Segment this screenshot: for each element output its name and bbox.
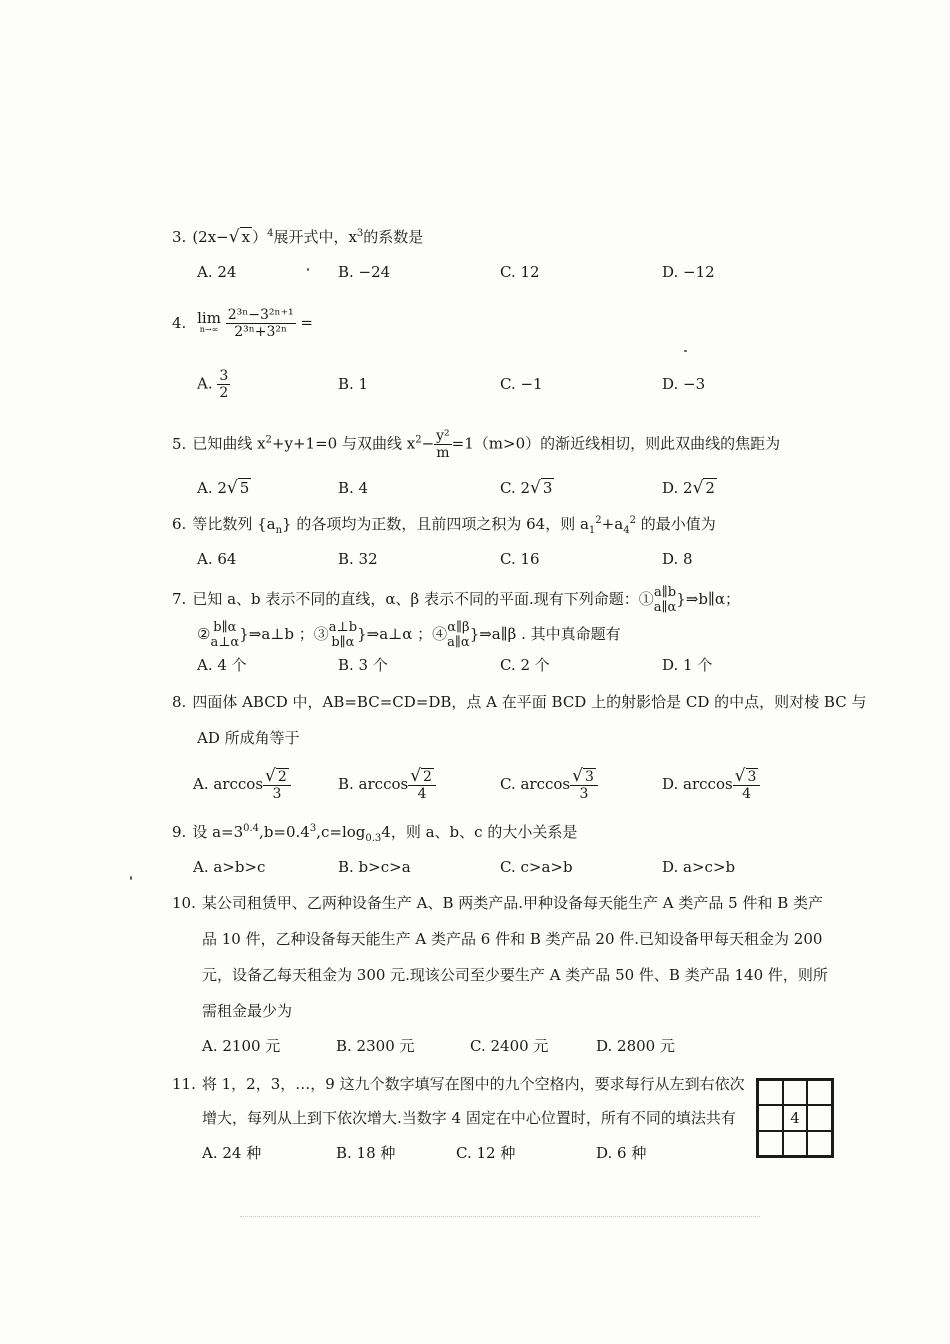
- question-10-line-4: 需租金最少为: [202, 1002, 293, 1020]
- grid-cell: [758, 1105, 783, 1130]
- question-11-line-1: 11. 将 1，2，3，…，9 这九个数字填写在图中的九个空格内，要求每行从左到右依次: [172, 1075, 745, 1093]
- scan-speck: [130, 876, 132, 880]
- q11-option-d: D. 6 种: [596, 1144, 647, 1162]
- question-5: 5. 已知曲线 $x^2+y+1=0$ 与双曲线 $x^2-$ $\frac{\text{y²}}{m}$ =1（m>0）的渐近线相切，则此双曲线的焦距为: [172, 428, 781, 461]
- q3-option-a: A. 24: [197, 263, 237, 281]
- question-8-line-1: 8. 四面体 ABCD 中，AB=BC=CD=DB，点 A 在平面 BCD 上的射影恰是 CD 的中点，则对棱 BC 与: [172, 693, 867, 711]
- q8-option-d: D. arccos $\frac{√ 3}{4}$: [662, 768, 760, 802]
- grid-cell: [783, 1131, 808, 1156]
- q5-option-a: A. 2√ 5: [197, 478, 250, 498]
- q5-option-c: C. 2√ 3: [500, 478, 553, 498]
- q6-option-c: C. 16: [500, 550, 540, 568]
- q11-option-a: A. 24 种: [202, 1144, 262, 1162]
- q6-option-d: D. 8: [662, 550, 693, 568]
- q11-option-c: C. 12 种: [456, 1144, 516, 1162]
- question-7-line-2: ② b∥α a⊥α }⇒a⊥b ；③ a⊥b b∥α }⇒a⊥α ；④ α∥β a∥α }⇒a∥β . 其中真命题有: [197, 620, 621, 650]
- grid-cell: [758, 1131, 783, 1156]
- q9-option-c: C. c>a>b: [500, 858, 573, 876]
- q10-option-b: B. 2300 元: [336, 1037, 415, 1055]
- grid-cell: [758, 1080, 783, 1105]
- q4-option-b: B. 1: [338, 375, 369, 393]
- question-8-line-2: AD 所成角等于: [197, 729, 300, 747]
- q3-option-d: D. −12: [662, 263, 715, 281]
- grid-cell-center: 4: [783, 1105, 808, 1130]
- q5-option-b: B. 4: [338, 479, 369, 497]
- scan-speck: [684, 350, 687, 352]
- q9-option-b: B. b>c>a: [338, 858, 411, 876]
- question-11-line-2: 增大，每列从上到下依次增大.当数字 4 固定在中心位置时，所有不同的填法共有: [202, 1109, 736, 1127]
- q8-option-b: B. arccos $\frac{√ 2}{4}$: [338, 768, 436, 802]
- q6-option-a: A. 64: [197, 550, 237, 568]
- q11-grid: [756, 1078, 834, 1158]
- question-10-line-1: 10. 某公司租赁甲、乙两种设备生产 A、B 两类产品.甲种设备每天能生产 A 类产品 5 件和 B 类产: [172, 894, 824, 912]
- question-4: 4. lim n→∞ $\frac{\text{2³ⁿ−3²ⁿ⁺¹}}{\text{2³ⁿ+3²ⁿ}}$ =: [172, 307, 313, 340]
- question-7-line-1: 7. 已知 a、b 表示不同的直线，α、β 表示不同的平面.现有下列命题：① a∥b a∥α }⇒b∥α；: [172, 585, 741, 615]
- question-10-line-3: 元，设备乙每天租金为 300 元.现该公司至少要生产 A 类产品 50 件、B 类产品 140 件，则所: [202, 966, 828, 984]
- grid-cell: [807, 1080, 832, 1105]
- q4-option-a: A. $\frac{3}{2}$: [197, 368, 229, 401]
- q3-option-b: B. −24: [338, 263, 391, 281]
- question-3: 3. (2x−√ x ）$^4$展开式中，$x^3$的系数是: [172, 227, 424, 247]
- question-6: 6. 等比数列 $\{a_n\}$ 的各项均为正数，且前四项之积为 64，则 $a_1^2+a_4^2$ 的最小值为: [172, 515, 716, 536]
- q10-option-a: A. 2100 元: [202, 1037, 281, 1055]
- q8-option-c: C. arccos $\frac{√ 3}{3}$: [500, 768, 598, 802]
- q5-option-d: D. 2√ 2: [662, 478, 715, 498]
- q9-option-d: D. a>c>b: [662, 858, 736, 876]
- q11-option-b: B. 18 种: [336, 1144, 396, 1162]
- q4-option-c: C. −1: [500, 375, 543, 393]
- grid-cell: [807, 1105, 832, 1130]
- q8-option-a: A. arccos $\frac{√ 2}{3}$: [193, 768, 291, 802]
- q7-option-a: A. 4 个: [197, 656, 247, 674]
- q4-fraction: $\frac{\text{2³ⁿ−3²ⁿ⁺¹}}{\text{2³ⁿ+3²ⁿ}}$: [227, 307, 294, 340]
- q10-option-c: C. 2400 元: [470, 1037, 549, 1055]
- faded-footer: [240, 1216, 760, 1223]
- grid-cell: [807, 1131, 832, 1156]
- q3-option-c: C. 12: [500, 263, 540, 281]
- grid-cell: [783, 1080, 808, 1105]
- q7-option-c: C. 2 个: [500, 656, 550, 674]
- question-10-line-2: 品 10 件，乙种设备每天能生产 A 类产品 6 件和 B 类产品 20 件.已知设备甲每天租金为 200: [202, 930, 823, 948]
- q4-option-d: D. −3: [662, 375, 706, 393]
- q7-option-b: B. 3 个: [338, 656, 388, 674]
- scan-speck: [307, 268, 309, 271]
- question-9: 9. 设 $a=3^{0.4},b=0.4^3,c=\log_{0.3}4$，则 a、b、c 的大小关系是: [172, 823, 578, 844]
- q9-option-a: A. a>b>c: [193, 858, 266, 876]
- q10-option-d: D. 2800 元: [596, 1037, 675, 1055]
- q6-option-b: B. 32: [338, 550, 378, 568]
- q7-option-d: D. 1 个: [662, 656, 713, 674]
